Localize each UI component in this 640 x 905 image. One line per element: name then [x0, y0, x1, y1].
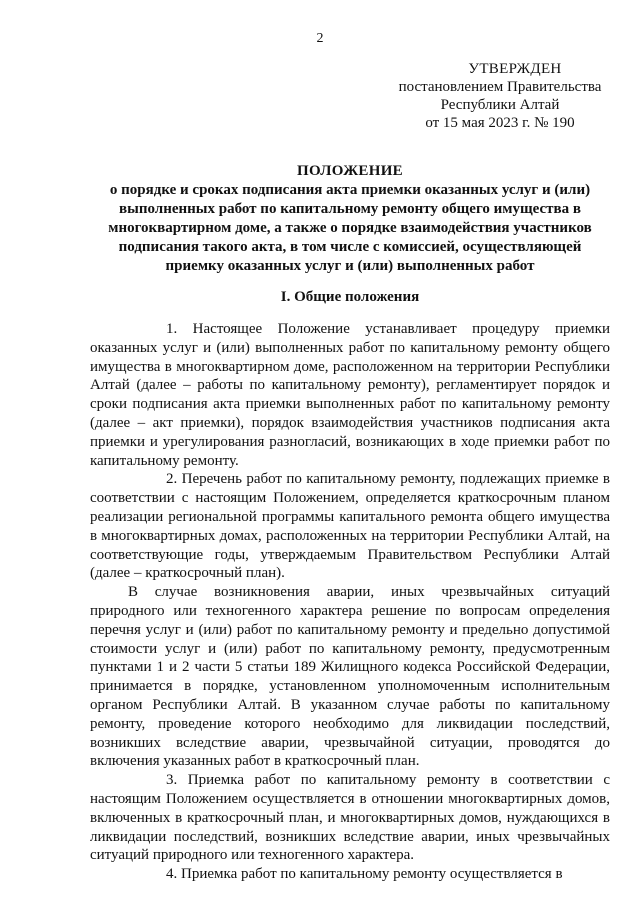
paragraph-text: Настоящее Положение устанавливает процедуру приемки оказанных услуг и (или) выполненных работ по капитальному ремонту общего имущества в многоквартирном доме, расположенном на территории Республики Алтай (далее – работы по капитальному ремонту), регламентирует порядок и сроки подписания акта приемки выполненных работ по капитальному ремонту (далее – акт приемки), порядок взаимодействия участников подписания акта приемки и урегулирования разногласий, возникающих в ходе приемки работ по капитальному ремонту. [90, 321, 610, 469]
document-title-line: приемку оказанных услуг и (или) выполненных работ [165, 258, 535, 274]
document-heading: ПОЛОЖЕНИЕ [297, 163, 403, 179]
approval-block [380, 60, 620, 132]
paragraph-2-continued [90, 583, 610, 771]
paragraph-number: 3. [166, 772, 178, 789]
document-title-line: многоквартирном доме, а также о порядке взаимодействия участников [108, 220, 592, 236]
paragraph-text: Приемка работ по капитальному ремонту в соответствии с настоящим Положением осуществляется в отношении многоквартирных домов, включенных в краткосрочный план, и многоквартирных домов, нуждающихся в ликвидации последствий, возникших вследствие аварии, иных чрезвычайных ситуаций природного или техногенного характера. [90, 772, 611, 864]
document-title [90, 162, 610, 276]
paragraph-number: 1. [166, 321, 178, 337]
page-number: 2 [316, 31, 324, 46]
paragraph-1 [90, 320, 610, 470]
paragraph-text: В случае возникновения аварии, иных чрезвычайных ситуаций природного или техногенного характера решение по вопросам определения перечня услуг и (или) работ по капитальному ремонту и предельно допустимой стоимости услуг и (или) работ по капитальному ремонту, предусмотренным пунктами 1 и 2 части 5 статьи 189 Жилищного кодекса Российской Федерации, принимается в порядке, установленном уполномоченным исполнительным органом Республики Алтай. В указанном случае работы по капитальному ремонту, проведение которого необходимо для ликвидации последствий, возникших вследствие аварии, чрезвычайной ситуации, проводятся до включения указанных работ в краткосрочный план. [90, 584, 610, 770]
paragraph-number: 4. [166, 866, 178, 883]
paragraph-text: Перечень работ по капитальному ремонту, подлежащих приемке в соответствии с настоящим Положением, определяется краткосрочным планом реализации региональной программы капитального ремонта общего имущества в многоквартирных домах, расположенных на территории Республики Алтай, на соответствующие годы, утверждаемым Правительством Республики Алтай (далее – краткосрочный план). [90, 471, 611, 582]
approval-line: Республики Алтай [440, 97, 560, 113]
paragraph-text: Приемка работ по капитальному ремонту осуществляется в [181, 866, 563, 883]
approval-title: УТВЕРЖДЕН [468, 61, 562, 77]
paragraph-3 [90, 771, 610, 865]
document-title-line: выполненных работ по капитальному ремонту общего имущества в [119, 201, 581, 217]
paragraph-2 [90, 470, 610, 583]
section-heading: I. Общие положения [280, 289, 420, 305]
approval-date: от 15 мая 2023 г. № 190 [425, 115, 575, 131]
paragraph-4 [90, 865, 610, 884]
document-title-line: о порядке и сроках подписания акта приемки оказанных услуг и (или) [109, 182, 591, 198]
approval-line: постановлением Правительства [398, 79, 602, 95]
body-text [90, 320, 610, 884]
paragraph-number: 2. [166, 471, 178, 488]
document-title-line: подписания такого акта, в том числе с комиссией, осуществляющей [118, 239, 582, 255]
